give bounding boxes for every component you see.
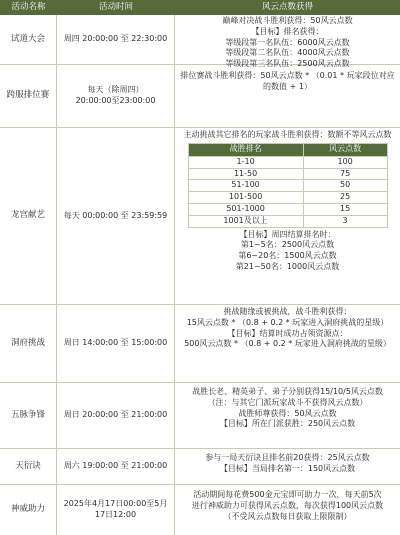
- table-row: [0, 383, 400, 449]
- reward-details: [175, 383, 400, 448]
- reward-line: 【目标】当局排名第一：150风云点数: [219, 463, 356, 473]
- reward-details: [175, 449, 400, 484]
- activity-time-line: 20:00:00至23:00:00: [75, 96, 156, 105]
- reward-line: 等级段第三名队伍：2500风云点数: [225, 59, 350, 69]
- table-row: [0, 65, 400, 128]
- table-header: [0, 0, 400, 15]
- reward-details: [175, 15, 400, 69]
- reward-details: [175, 485, 400, 535]
- table-row: [188, 192, 387, 204]
- rank-cell: 101-500: [188, 192, 303, 204]
- reward-details: [175, 65, 400, 127]
- activity-name: 五脉争锋: [0, 383, 57, 448]
- header-reward: 风云点数获得: [261, 1, 313, 12]
- points-cell: 50: [303, 180, 387, 192]
- activity-name: 洞府挑战: [0, 305, 57, 382]
- activity-name: 神威助力: [0, 485, 57, 535]
- reward-line: 挑战随缘或被挑战，战斗胜利获得：: [223, 307, 352, 316]
- reward-details: [175, 128, 400, 304]
- activity-time-line: 每天（除周四）: [87, 85, 144, 95]
- activity-time: 周四 20:00:00 至 22:30:00: [57, 15, 175, 64]
- rank-points-header: [188, 143, 387, 156]
- activity-time: [57, 65, 175, 127]
- table-row: [0, 305, 400, 383]
- reward-line: 【目标】周四结算排名时：: [239, 229, 336, 239]
- reward-line: 参与一局天衍诀且排名前20获得：25风云点数: [205, 453, 370, 462]
- activity-name: 天衍诀: [0, 449, 57, 484]
- table-row: [188, 168, 387, 180]
- activity-time: 周六 19:00:00 至 21:00:00: [57, 449, 175, 484]
- rank-cell: 501-1000: [188, 203, 303, 215]
- activity-time-line: 17日12:00: [94, 510, 137, 519]
- reward-line: 第6~20名：1500风云点数: [238, 251, 337, 261]
- reward-line: （注：与其它门派玩家战斗不获得风云点数）: [207, 397, 368, 407]
- rank-cell: 11-50: [188, 168, 303, 180]
- header-activity-name: 活动名称: [11, 1, 46, 12]
- header-points: 风云点数: [303, 143, 387, 156]
- points-cell: 25: [303, 192, 387, 204]
- table-row: [188, 215, 387, 227]
- points-cell: 15: [303, 203, 387, 215]
- points-cell: 100: [303, 156, 387, 168]
- reward-line: 战胜师尊获得：50风云点数: [238, 408, 337, 418]
- reward-line: 活动期间每花费500金元宝即可助力一次，每天前5次: [193, 490, 382, 499]
- activity-time: 周日 20:00:00 至 21:00:00: [57, 383, 175, 448]
- rank-cell: 1001及以上: [188, 215, 303, 227]
- table-row: [188, 156, 387, 168]
- table-row: [0, 128, 400, 305]
- points-cell: 75: [303, 168, 387, 180]
- reward-line: 【目标】结算时成功占领资源点：: [227, 328, 348, 338]
- rank-cell: 1-10: [188, 156, 303, 168]
- reward-details: [175, 305, 400, 382]
- reward-line: 等级段第二名队伍：4000风云点数: [225, 48, 350, 58]
- rank-cell: 51-100: [188, 180, 303, 192]
- activity-name: 跨服排位赛: [0, 65, 57, 127]
- reward-line: 排位赛战斗胜利获得：50风云点数 * （0.01 * 玩家段位对应的数值 + 1）: [180, 71, 395, 91]
- points-cell: 3: [303, 215, 387, 227]
- reward-line: 【目标】所在门派获胜：250风云点数: [219, 419, 356, 429]
- header-rank: 战胜排名: [188, 143, 303, 156]
- activity-name: 试道大会: [0, 15, 57, 64]
- activity-time: 周日 14:00:00 至 15:00:00: [57, 305, 175, 382]
- table-row: [188, 203, 387, 215]
- activity-time: [57, 485, 175, 535]
- reward-line: 500风云点数 * （0.8 + 0.2 * 玩家进入洞府挑战的星级）: [184, 339, 391, 349]
- table-row: [0, 485, 400, 535]
- reward-line: （不受风云点数每日获取上限限制）: [223, 511, 352, 521]
- activity-name: 龙宫献艺: [0, 128, 57, 304]
- activity-time-line: 2025年4月17日00:00至5月: [63, 499, 168, 509]
- activity-time: 每天 00:00:00 至 23:59:59: [57, 128, 175, 304]
- reward-line: 主动挑战其它排名的玩家战斗胜利获得：数额不等风云点数: [183, 130, 392, 139]
- reward-line: 巅峰对决战斗胜利获得：50风云点数: [222, 16, 353, 25]
- reward-line: 等级段第一名队伍：6000风云点数: [225, 37, 350, 47]
- header-activity-time: 活动时间: [98, 1, 133, 12]
- reward-line: 15风云点数 * （0.8 + 0.2 * 玩家进入洞府挑战的星级）: [186, 317, 389, 327]
- reward-line: 第1~5名：2500风云点数: [240, 240, 335, 250]
- reward-line: 第21~50名：1000风云点数: [235, 261, 340, 271]
- rank-points-table: [188, 143, 388, 228]
- table-row: [0, 449, 400, 485]
- reward-line: 战胜长老、精英弟子、弟子分别获得15/10/5风云点数: [192, 387, 383, 396]
- reward-line: 进行神威助力可获得风云点数，每次获得100风云点数: [191, 500, 384, 510]
- table-row: [0, 15, 400, 69]
- table-row: [188, 180, 387, 192]
- reward-line: 【目标】排名获得：: [251, 26, 324, 36]
